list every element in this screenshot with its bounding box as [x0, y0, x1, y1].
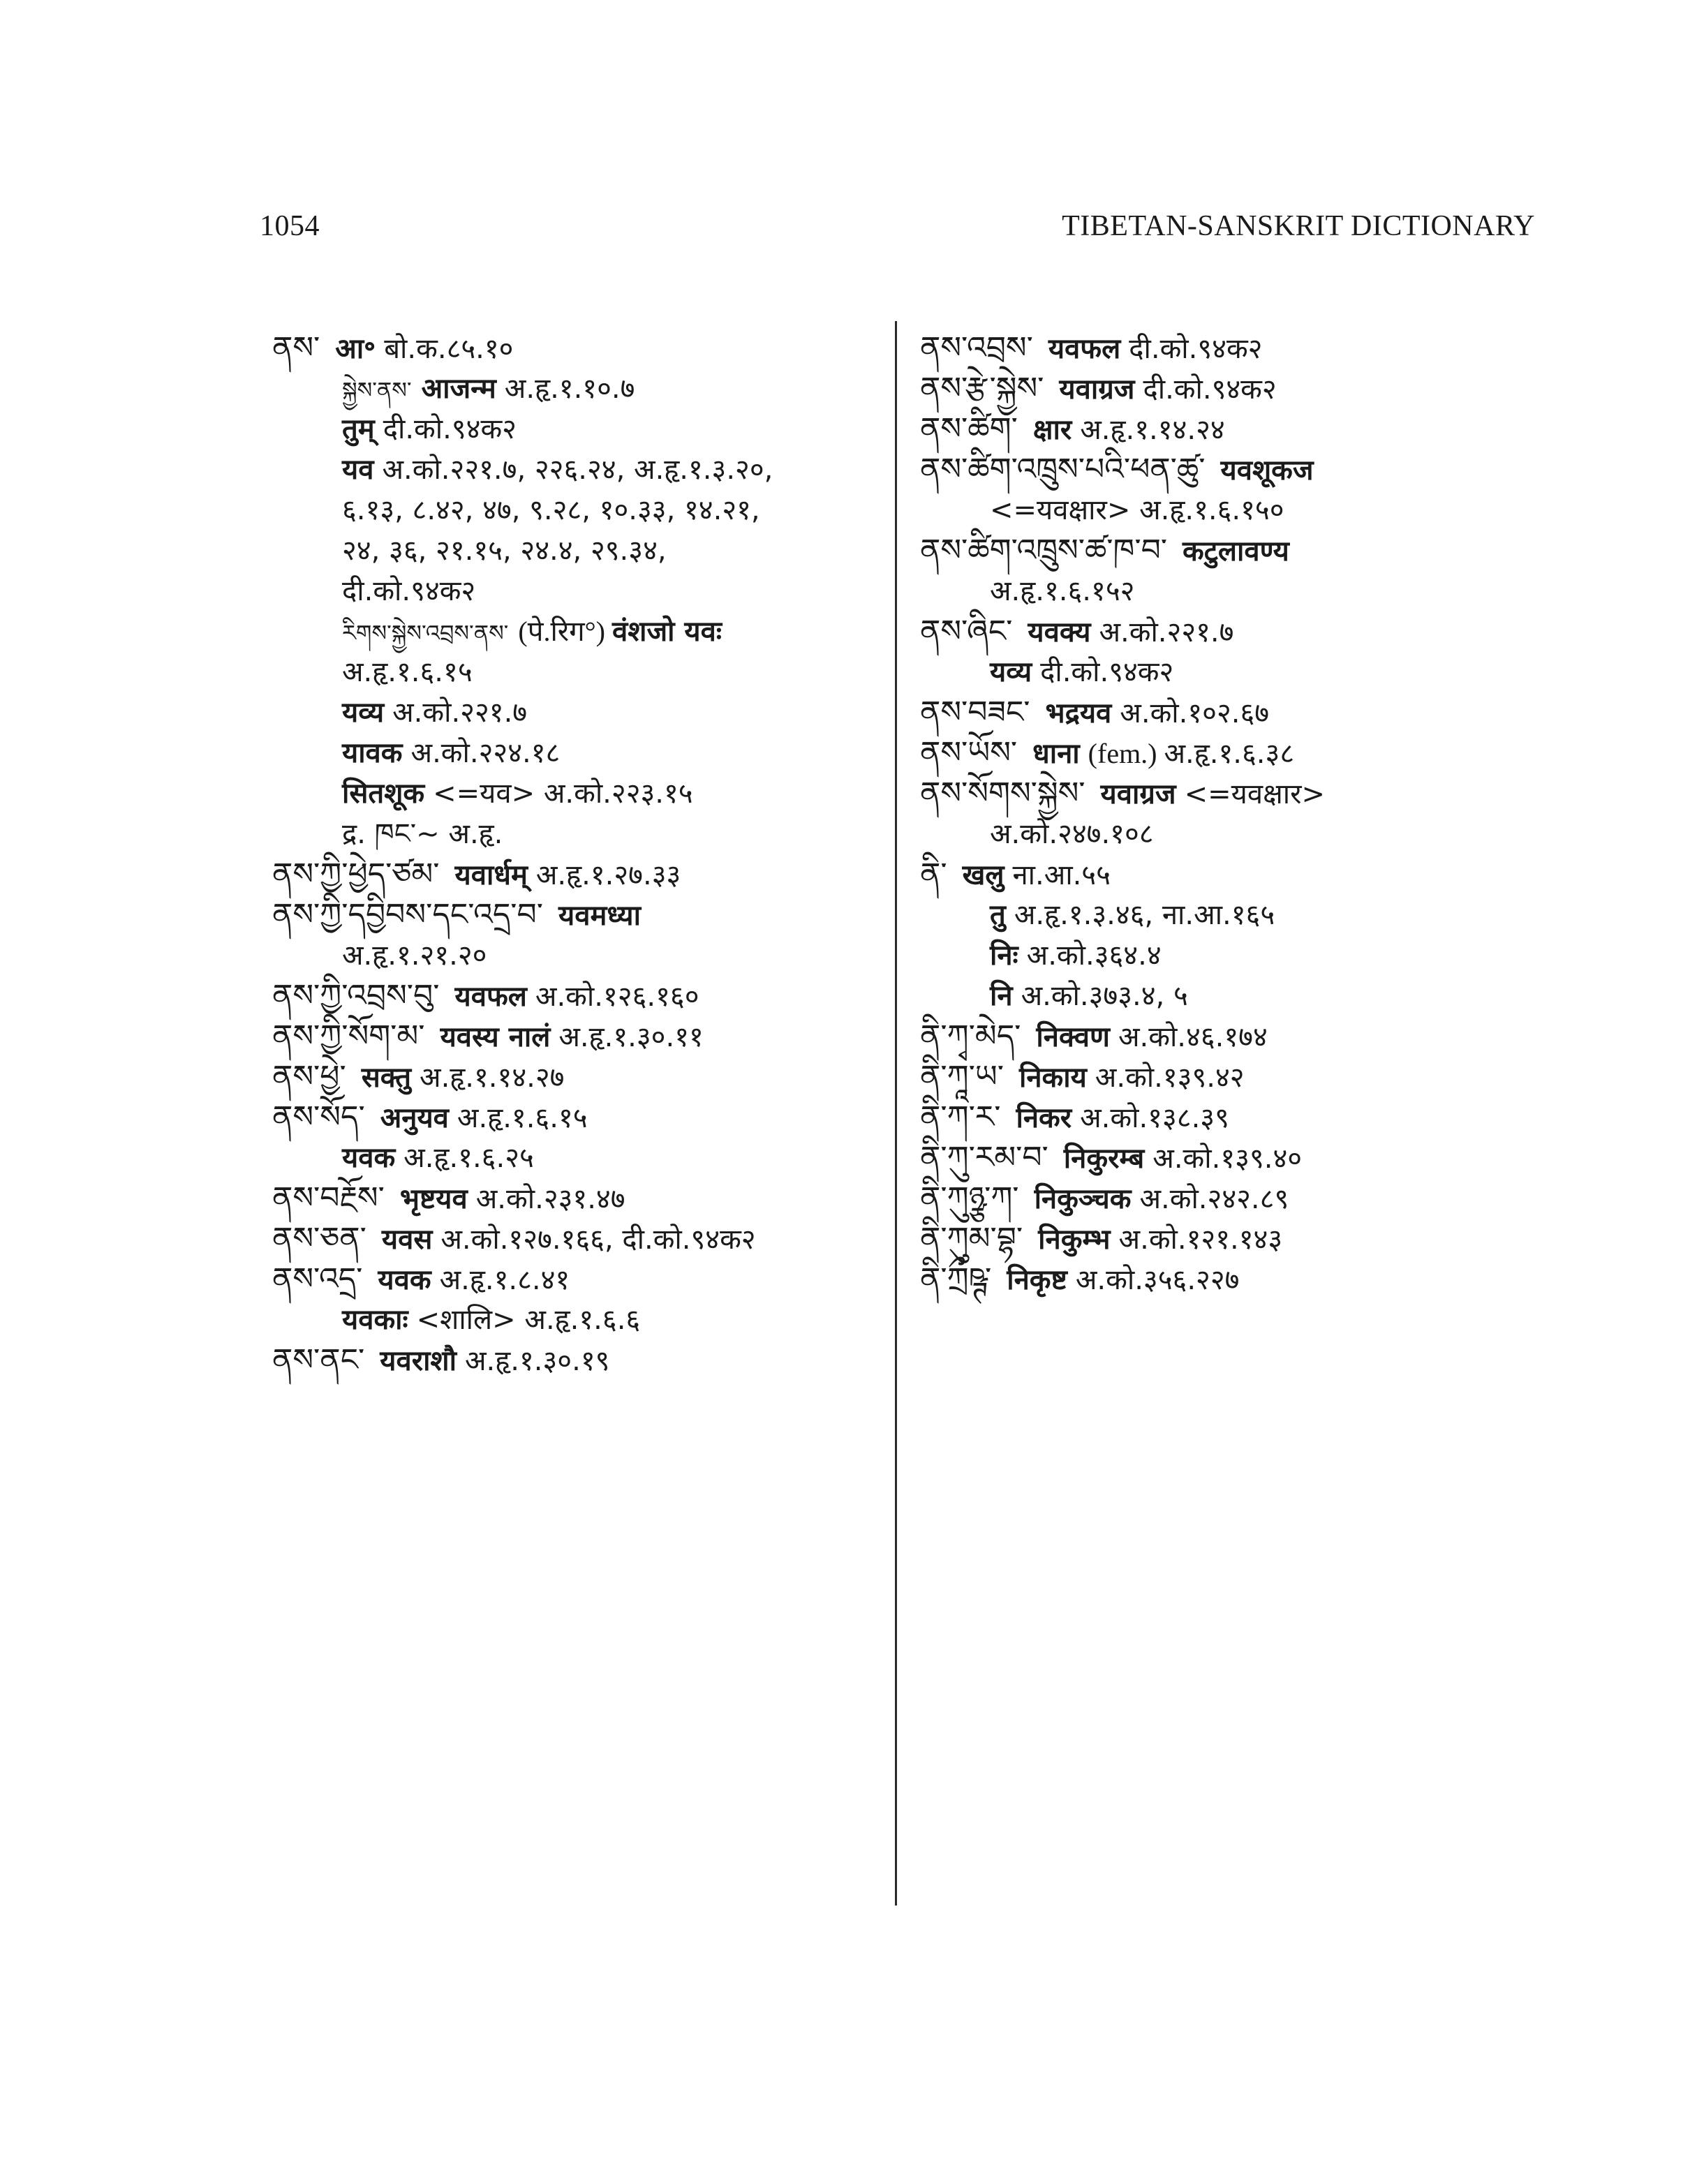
tibetan-headword: ནས་འདྲ་ — [272, 1261, 363, 1297]
source-reference: ना.आ.५५ — [1012, 859, 1111, 891]
dictionary-entry-line — [272, 530, 887, 571]
tibetan-headword: སྐྱེས་ནས་ — [342, 377, 412, 403]
dictionary-entry-line — [920, 1016, 1618, 1057]
dictionary-entry-line — [920, 652, 1618, 692]
tibetan-headword: ནས་རྩེ་སྐྱེས་ — [920, 371, 1044, 406]
dictionary-entry-line — [920, 1097, 1618, 1138]
tibetan-headword: ནི་ཀུ་རམ་བ་ — [920, 1140, 1048, 1175]
tibetan-headword: ནི་ཀཱ་ཡ་ — [920, 1059, 1004, 1094]
dictionary-entry-line — [272, 692, 887, 733]
dictionary-entry-line — [272, 935, 887, 976]
tibetan-headword: ནས་འབྲས་ — [920, 330, 1033, 366]
source-reference: <=यव> अ.को.२२३.१५ — [433, 778, 693, 810]
tibetan-headword: ནས་ཚིག་འཁྲུས་ཚ་ཁ་བ་ — [920, 533, 1168, 568]
source-reference: अ.को.३७३.४, ५ — [1021, 980, 1188, 1012]
sanskrit-equivalent: आजन्म — [421, 373, 496, 405]
dictionary-entry-line — [920, 1178, 1618, 1219]
tibetan-headword: ནས་ཅན་ — [272, 1221, 366, 1256]
sanskrit-equivalent: यवक्य — [1028, 616, 1091, 648]
source-reference: अ.हृ.१.६.१५२ — [990, 575, 1135, 607]
sanskrit-equivalent: यवराशौ — [380, 1345, 457, 1377]
tibetan-headword: ནི་ — [920, 856, 947, 892]
source-reference: अ.हृ.१.३०.११ — [558, 1021, 704, 1053]
source-reference: ६.१३, ८.४२, ४७, ९.२८, १०.३३, १४.२१, — [342, 494, 760, 526]
dictionary-entry-line — [920, 773, 1618, 814]
source-reference: अ.को.२२१.७ — [1099, 616, 1234, 648]
dictionary-entry-line — [272, 854, 887, 895]
source-reference: अ.को.२२४.१८ — [410, 737, 561, 769]
tibetan-headword: ནས་ཀྱི་སོག་མ་ — [272, 1018, 425, 1054]
sanskrit-equivalent: यवफल — [454, 981, 527, 1013]
sanskrit-equivalent: सक्तु — [361, 1062, 412, 1094]
sanskrit-equivalent: यवाग्रज — [1059, 373, 1135, 406]
sanskrit-equivalent: यवस्य नालं — [440, 1021, 551, 1053]
source-reference: अ.हृ.१.८.४१ — [439, 1264, 570, 1296]
dictionary-entry-line — [272, 328, 887, 369]
dictionary-entry-line — [272, 1219, 887, 1259]
source-reference: अ.हृ.१.१०.७ — [504, 373, 635, 405]
dictionary-entry-line — [272, 1138, 887, 1178]
source-reference: अ.हृ.१.६.१५ — [342, 656, 473, 688]
dictionary-entry-line — [272, 1259, 887, 1300]
tibetan-headword: ནས་སོད་ — [272, 1099, 365, 1135]
dictionary-entry-line — [272, 409, 887, 450]
left-column — [272, 328, 887, 1381]
sanskrit-equivalent: यव्य — [990, 656, 1032, 688]
dictionary-entry-line — [272, 1016, 887, 1057]
dictionary-entry-line — [920, 490, 1618, 530]
source-reference: अ.को.१३८.३९ — [1080, 1102, 1229, 1134]
sanskrit-equivalent: वंशजो यवः — [612, 616, 722, 648]
dictionary-entry-line — [272, 976, 887, 1016]
sanskrit-equivalent: तु — [990, 899, 1006, 931]
sanskrit-equivalent: निकाय — [1018, 1062, 1087, 1094]
source-reference: द्र. ཁང་~ अ.हृ. — [342, 818, 503, 850]
page-number: 1054 — [260, 210, 320, 242]
dictionary-entry-line — [920, 611, 1618, 652]
dictionary-entry-line — [272, 1340, 887, 1381]
source-reference: अ.हृ.१.२१.२० — [342, 939, 487, 972]
sanskrit-equivalent: आ॰ — [335, 333, 376, 365]
source-reference: अ.हृ.१.१४.२४ — [1080, 414, 1225, 446]
sanskrit-equivalent: यवफल — [1048, 333, 1121, 365]
source-reference: दी.को.९४क२ — [1143, 373, 1277, 406]
dictionary-entry-line — [920, 328, 1618, 369]
dictionary-entry-line — [920, 409, 1618, 450]
sanskrit-equivalent: तुम् — [342, 413, 375, 445]
dictionary-entry-line — [920, 1219, 1618, 1259]
sanskrit-equivalent: यवक — [378, 1264, 431, 1296]
dictionary-entry-line — [920, 1057, 1618, 1097]
sanskrit-equivalent: धाना — [1032, 738, 1080, 770]
sanskrit-equivalent: निकुम्भ — [1038, 1224, 1111, 1256]
dictionary-entry-line — [272, 1057, 887, 1097]
source-reference: अ.को.१३९.४० — [1152, 1143, 1303, 1175]
tibetan-headword: ནས་ཀྱི་ཕྱེད་ཙམ་ — [272, 856, 440, 892]
tibetan-headword: རིགས་སྐྱེས་འབྲས་ནས་ — [342, 620, 509, 646]
dictionary-entry-line — [272, 1178, 887, 1219]
tibetan-headword: ནས་སོགས་སྐྱེས་ — [920, 775, 1085, 811]
source-reference: अ.को.१२७.१६६, दी.को.९४क२ — [440, 1224, 756, 1256]
sanskrit-equivalent: यव — [342, 454, 374, 486]
dictionary-entry-line — [920, 733, 1618, 773]
tibetan-headword: ནས་ — [272, 330, 320, 366]
source-reference: अ.को.२२१.७, २२६.२४, अ.हृ.१.३.२०, — [382, 454, 773, 486]
source-reference: अ.हृ.१.६.३८ — [1164, 738, 1295, 770]
sanskrit-equivalent: यवशूकज — [1220, 454, 1314, 486]
source-reference: अ.को.१२६.१६० — [535, 981, 699, 1013]
dictionary-entry-line — [272, 652, 887, 692]
source-reference: अ.हृ.१.६.२५ — [403, 1142, 534, 1174]
sanskrit-equivalent: निकुञ्चक — [1034, 1183, 1132, 1215]
sanskrit-equivalent: यवस — [381, 1224, 433, 1256]
dictionary-entry-line — [272, 369, 887, 409]
sanskrit-equivalent: यवकाः — [342, 1304, 408, 1336]
dictionary-entry-line — [920, 895, 1618, 935]
dictionary-entry-line — [920, 369, 1618, 409]
dictionary-entry-line — [272, 814, 887, 854]
source-reference: <=यवक्षार> अ.हृ.१.६.१५० — [990, 494, 1284, 526]
source-reference: दी.को.९४क२ — [383, 413, 517, 445]
sanskrit-equivalent: खलु — [962, 859, 1005, 891]
sanskrit-equivalent: यव्य — [342, 697, 385, 729]
dictionary-entry-line — [272, 1097, 887, 1138]
source-reference: अ.को.२२१.७ — [392, 697, 528, 729]
tibetan-headword: ནི་ཀུཉྩ་ཀ་ — [920, 1180, 1019, 1216]
source-reference: अ.हृ.१.६.१५ — [457, 1102, 588, 1134]
source-reference: <=यवक्षार> — [1184, 778, 1325, 810]
dictionary-entry-line — [920, 692, 1618, 733]
sanskrit-equivalent: यवमध्या — [558, 900, 641, 932]
dictionary-entry-line — [920, 530, 1618, 571]
source-reference: अ.को.३६४.४ — [1026, 939, 1162, 972]
tibetan-headword: ནས་བཟང་ — [920, 694, 1030, 730]
source-reference: अ.हृ.१.३.४६, ना.आ.१६५ — [1014, 899, 1275, 931]
sanskrit-equivalent: निकर — [1016, 1102, 1072, 1134]
sanskrit-equivalent: भृष्टयव — [399, 1183, 468, 1215]
sanskrit-equivalent: अनुयव — [380, 1102, 449, 1134]
dictionary-entry-line — [272, 450, 887, 490]
sanskrit-equivalent: यवाग्रज — [1100, 778, 1176, 810]
source-reference: अ.को.१२१.१४३ — [1118, 1224, 1283, 1256]
source-reference: अ.को.२३१.४७ — [475, 1183, 625, 1215]
column-divider — [895, 321, 897, 1906]
dictionary-entry-line — [272, 895, 887, 935]
sanskrit-equivalent: निक्वण — [1036, 1021, 1110, 1053]
sanskrit-equivalent: सितशूक — [342, 778, 425, 810]
source-reference: अ.हृ.१.२७.३३ — [535, 859, 681, 891]
dictionary-entry-line — [920, 854, 1618, 895]
tibetan-headword: ནས་ཡོས་ — [920, 735, 1018, 771]
source-reference: अ.को.४६.१७४ — [1118, 1021, 1268, 1053]
dictionary-entry-line — [920, 1138, 1618, 1178]
sanskrit-equivalent: निकुरम्ब — [1063, 1143, 1145, 1175]
sanskrit-equivalent: निः — [990, 939, 1018, 972]
source-reference: अ.को.२४७.१०८ — [990, 818, 1154, 850]
dictionary-entry-line — [920, 1259, 1618, 1300]
dictionary-entry-line — [920, 814, 1618, 854]
tibetan-headword: ནས་ཞིང་ — [920, 614, 1013, 649]
source-reference: दी.को.९४क२ — [342, 575, 476, 607]
sanskrit-equivalent: यवार्धम् — [454, 859, 528, 891]
tibetan-headword: ནས་ནང་ — [272, 1342, 365, 1378]
entry-note: (fem.) — [1088, 738, 1164, 769]
dictionary-entry-line — [272, 490, 887, 530]
tibetan-headword: ནས་ཀྱི་དབྱིབས་དང་འདྲ་བ་ — [272, 897, 543, 933]
dictionary-entry-line — [272, 733, 887, 773]
sanskrit-equivalent: यावक — [342, 737, 403, 769]
dictionary-entry-line — [272, 571, 887, 611]
sanskrit-equivalent: नि — [990, 980, 1013, 1012]
source-reference: अ.को.१०२.६७ — [1120, 697, 1270, 729]
tibetan-headword: ནི་ཀ་ར་ — [920, 1099, 1001, 1135]
source-reference: अ.हृ.१.३०.१९ — [465, 1345, 610, 1377]
tibetan-headword: ནས་ཕྱེ་ — [272, 1059, 346, 1094]
dictionary-entry-line — [272, 1300, 887, 1340]
source-reference: दी.को.९४क२ — [1040, 656, 1174, 688]
entry-note: (पे.रिग°) — [518, 616, 613, 647]
tibetan-headword: ནས་ཀྱི་འབྲས་བུ་ — [272, 978, 440, 1013]
source-reference: अ.को.३५६.२२७ — [1075, 1264, 1240, 1296]
dictionary-entry-line — [920, 935, 1618, 976]
dictionary-entry-line — [920, 450, 1618, 490]
source-reference: बो.क.८५.१० — [384, 333, 514, 365]
source-reference: अ.हृ.१.१४.२७ — [420, 1062, 565, 1094]
source-reference: दी.को.९४क२ — [1129, 333, 1263, 365]
page-header — [260, 209, 1535, 243]
sanskrit-equivalent: निकृष्ट — [1007, 1264, 1067, 1296]
dictionary-entry-line — [272, 773, 887, 814]
tibetan-headword: ནི་ཀྭ་མེད་ — [920, 1018, 1021, 1054]
tibetan-headword: ནི་ཀྲྀཥྚ་ — [920, 1261, 992, 1297]
sanskrit-equivalent: भद्रयव — [1045, 697, 1112, 729]
source-reference: <शालि> अ.हृ.१.६.६ — [416, 1304, 641, 1336]
sanskrit-equivalent: यवक — [342, 1142, 396, 1174]
tibetan-headword: ནི་ཀུམ་བྷ་ — [920, 1221, 1023, 1256]
running-title: TIBETAN-SANSKRIT DICTIONARY — [1062, 210, 1535, 242]
sanskrit-equivalent: क्षार — [1032, 414, 1072, 446]
tibetan-headword: ནས་ཚིག་ — [920, 411, 1018, 447]
source-reference: अ.को.२४२.८९ — [1139, 1183, 1289, 1215]
sanskrit-equivalent: कटुलावण्य — [1183, 535, 1289, 567]
tibetan-headword: ནས་བརྔོས་ — [272, 1180, 385, 1216]
source-reference: २४, ३६, २१.१५, २४.४, २९.३४, — [342, 535, 667, 567]
right-column — [920, 328, 1618, 1300]
dictionary-entry-line — [920, 976, 1618, 1016]
source-reference: अ.को.१३९.४२ — [1095, 1062, 1245, 1094]
dictionary-entry-line — [272, 611, 887, 652]
tibetan-headword: ནས་ཚིག་འཁྲུས་པའི་ཕན་ཚུ་ — [920, 452, 1206, 487]
dictionary-entry-line — [920, 571, 1618, 611]
